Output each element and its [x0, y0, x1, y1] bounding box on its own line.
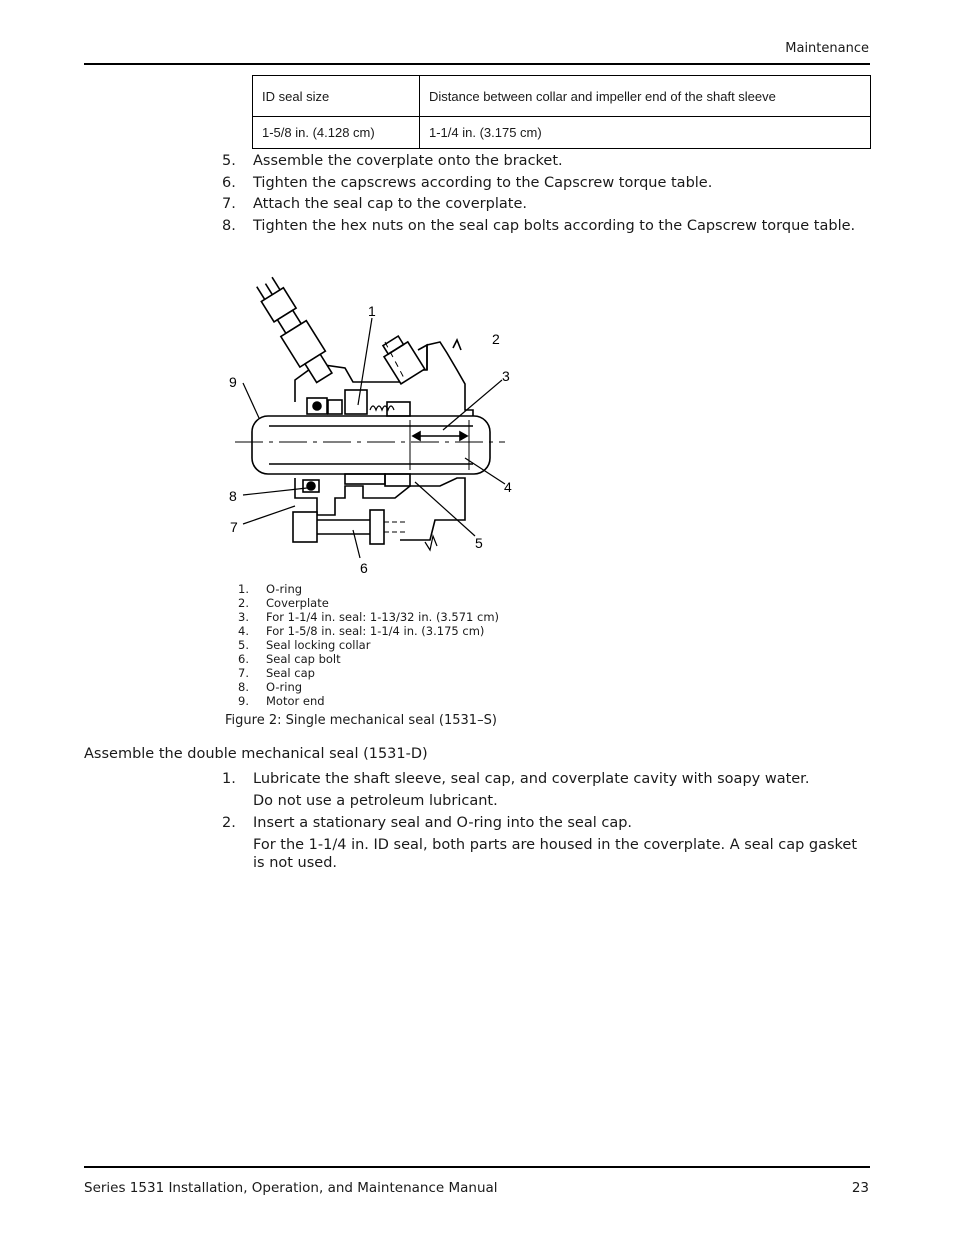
callout-label: 1: [368, 303, 376, 319]
list-item: [222, 814, 862, 872]
step-number: 5.: [222, 153, 236, 169]
table-header-row: [253, 76, 871, 117]
legend-item: [238, 582, 499, 596]
legend-number: 2.: [238, 596, 249, 610]
legend-number: 8.: [238, 680, 249, 694]
legend-text: O-ring: [266, 680, 303, 694]
footer-rule: [84, 1166, 870, 1168]
legend-text: O-ring: [266, 582, 303, 596]
section-heading: Assemble the double mechanical seal (1531-D): [84, 746, 428, 762]
step-number: 7.: [222, 196, 236, 212]
step-text: Assemble the coverplate onto the bracket.: [253, 153, 563, 169]
seal-distance-table: [252, 75, 871, 149]
figure-legend: [238, 582, 499, 708]
legend-item: [238, 610, 499, 624]
seal-diagram-drawing: [225, 250, 515, 580]
step-number: 6.: [222, 174, 236, 191]
list-item: [222, 194, 862, 216]
table-row: [253, 117, 871, 149]
callout-label: 3: [502, 368, 510, 384]
callout-label: 2: [492, 331, 500, 347]
legend-item: [238, 624, 499, 638]
step-number: 2.: [222, 815, 236, 831]
list-item: [222, 151, 862, 173]
callout-label: 4: [504, 479, 512, 495]
legend-text: Seal locking collar: [266, 638, 371, 652]
legend-number: 4.: [238, 624, 249, 638]
legend-item: [238, 596, 499, 610]
legend-text: For 1-1/4 in. seal: 1-13/32 in. (3.571 cm): [266, 610, 500, 624]
callout-label: 9: [229, 374, 237, 390]
legend-text: For 1-5/8 in. seal: 1-1/4 in. (3.175 cm): [266, 624, 485, 638]
list-item: [222, 770, 862, 810]
legend-text: Coverplate: [266, 596, 329, 610]
step-number: 8.: [222, 217, 236, 234]
figure-caption: Figure 2: Single mechanical seal (1531–S): [225, 713, 497, 728]
table-header-cell: Distance between collar and impeller end of the shaft sleeve: [420, 76, 871, 117]
step-text: Attach the seal cap to the coverplate.: [253, 196, 527, 212]
callout-label: 5: [475, 535, 483, 551]
header-rule: [84, 63, 870, 65]
legend-item: [238, 652, 499, 666]
list-item: [222, 173, 862, 195]
step-text: Lubricate the shaft sleeve, seal cap, and coverplate cavity with soapy water.: [253, 771, 810, 787]
step-text: Insert a stationary seal and O-ring into the seal cap.: [253, 815, 633, 831]
double-seal-steps: [222, 770, 862, 876]
callout-label: 8: [229, 488, 237, 504]
table-header-cell: ID seal size: [253, 76, 420, 117]
legend-item: [238, 638, 499, 652]
legend-item: [238, 694, 499, 708]
step-text: Tighten the hex nuts on the seal cap bolts according to the Capscrew torque table.: [253, 217, 856, 234]
step-number: 1.: [222, 771, 236, 787]
table-cell: 1-1/4 in. (3.175 cm): [420, 117, 871, 149]
seal-diagram: [225, 250, 515, 580]
table-cell: 1-5/8 in. (4.128 cm): [253, 117, 420, 149]
callout-label: 6: [360, 560, 368, 576]
legend-number: 7.: [238, 666, 249, 680]
step-note: Do not use a petroleum lubricant.: [253, 793, 498, 809]
legend-text: Seal cap: [266, 666, 315, 680]
legend-number: 9.: [238, 694, 249, 708]
procedure-steps: [222, 151, 862, 237]
page-number: 23: [851, 1180, 869, 1196]
legend-number: 3.: [238, 610, 249, 624]
legend-number: 6.: [238, 652, 249, 666]
header-section-label: Maintenance: [785, 41, 869, 56]
footer-manual-title: Series 1531 Installation, Operation, and Maintenance Manual: [84, 1180, 498, 1196]
legend-number: 5.: [238, 638, 249, 652]
legend-number: 1.: [238, 582, 249, 596]
legend-item: [238, 666, 499, 680]
step-text: Tighten the capscrews according to the Capscrew torque table.: [253, 174, 713, 191]
list-item: [222, 216, 862, 238]
legend-text: Seal cap bolt: [266, 652, 341, 666]
step-note: For the 1-1/4 in. ID seal, both parts are housed in the coverplate. A seal cap gasket is not used.: [253, 837, 858, 871]
legend-item: [238, 680, 499, 694]
callout-label: 7: [230, 519, 238, 535]
legend-text: Motor end: [266, 694, 325, 708]
